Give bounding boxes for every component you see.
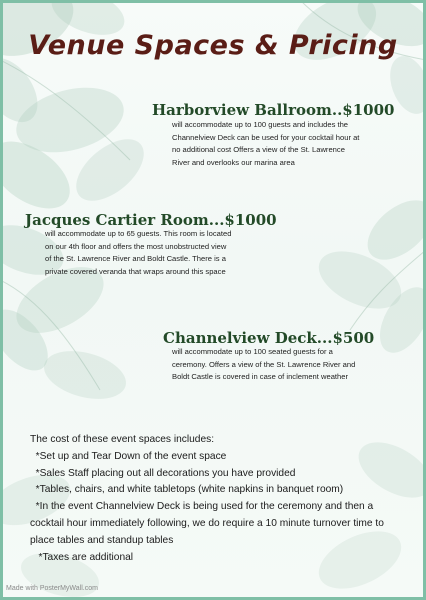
description-line: Channelview Deck can be used for your cocktail hour at <box>172 132 360 142</box>
description-line: Boldt Castle is covered in case of inclement weather <box>172 372 349 382</box>
inclusion-item: *Set up and Tear Down of the event space <box>30 450 227 462</box>
venue-description-jacques-cartier <box>45 228 231 278</box>
venue-name-jacques-cartier: Jacques Cartier Room...$1000 <box>25 211 277 229</box>
inclusion-item-continued: place tables and standup tables <box>30 534 174 546</box>
venue-name-harborview: Harborview Ballroom..$1000 <box>152 101 395 119</box>
description-line: will accommodate up to 65 guests. This room is located <box>45 229 232 238</box>
inclusion-item-continued: cocktail hour immediately following, we do require a 10 minute turnover time to <box>30 517 384 529</box>
inclusions-heading: The cost of these event spaces includes: <box>30 434 215 445</box>
inclusion-item: *Taxes are additional <box>30 551 134 563</box>
inclusion-item: *In the event Channelview Deck is being used for the ceremony and then a <box>30 501 374 513</box>
page-title: Venue Spaces & Pricing <box>28 30 398 61</box>
inclusion-item: *Sales Staff placing out all decorations you have provided <box>30 467 296 479</box>
description-line: ceremony. Offers a view of the St. Lawrence River and <box>172 359 356 369</box>
venue-description-channelview <box>172 346 355 384</box>
description-line: on our 4th floor and offers the most unobstructed view <box>45 241 227 251</box>
description-line: will accommodate up to 100 guests and includes the <box>172 120 349 129</box>
venue-description-harborview <box>172 119 359 169</box>
description-line: private covered veranda that wraps around this space <box>45 266 226 276</box>
inclusions-list <box>30 432 410 566</box>
made-with-credit: Made with PosterMyWall.com <box>6 585 98 592</box>
description-line: no additional cost Offers a view of the St. Lawrence <box>172 145 345 155</box>
inclusion-item: *Tables, chairs, and white tabletops (white napkins in banquet room) <box>30 484 344 496</box>
description-line: River and overlooks our marina area <box>172 157 295 167</box>
venue-name-channelview: Channelview Deck...$500 <box>163 329 375 347</box>
description-line: will accommodate up to 100 seated guests for a <box>172 347 333 356</box>
description-line: of the St. Lawrence River and Boldt Castle. There is a <box>45 254 226 264</box>
